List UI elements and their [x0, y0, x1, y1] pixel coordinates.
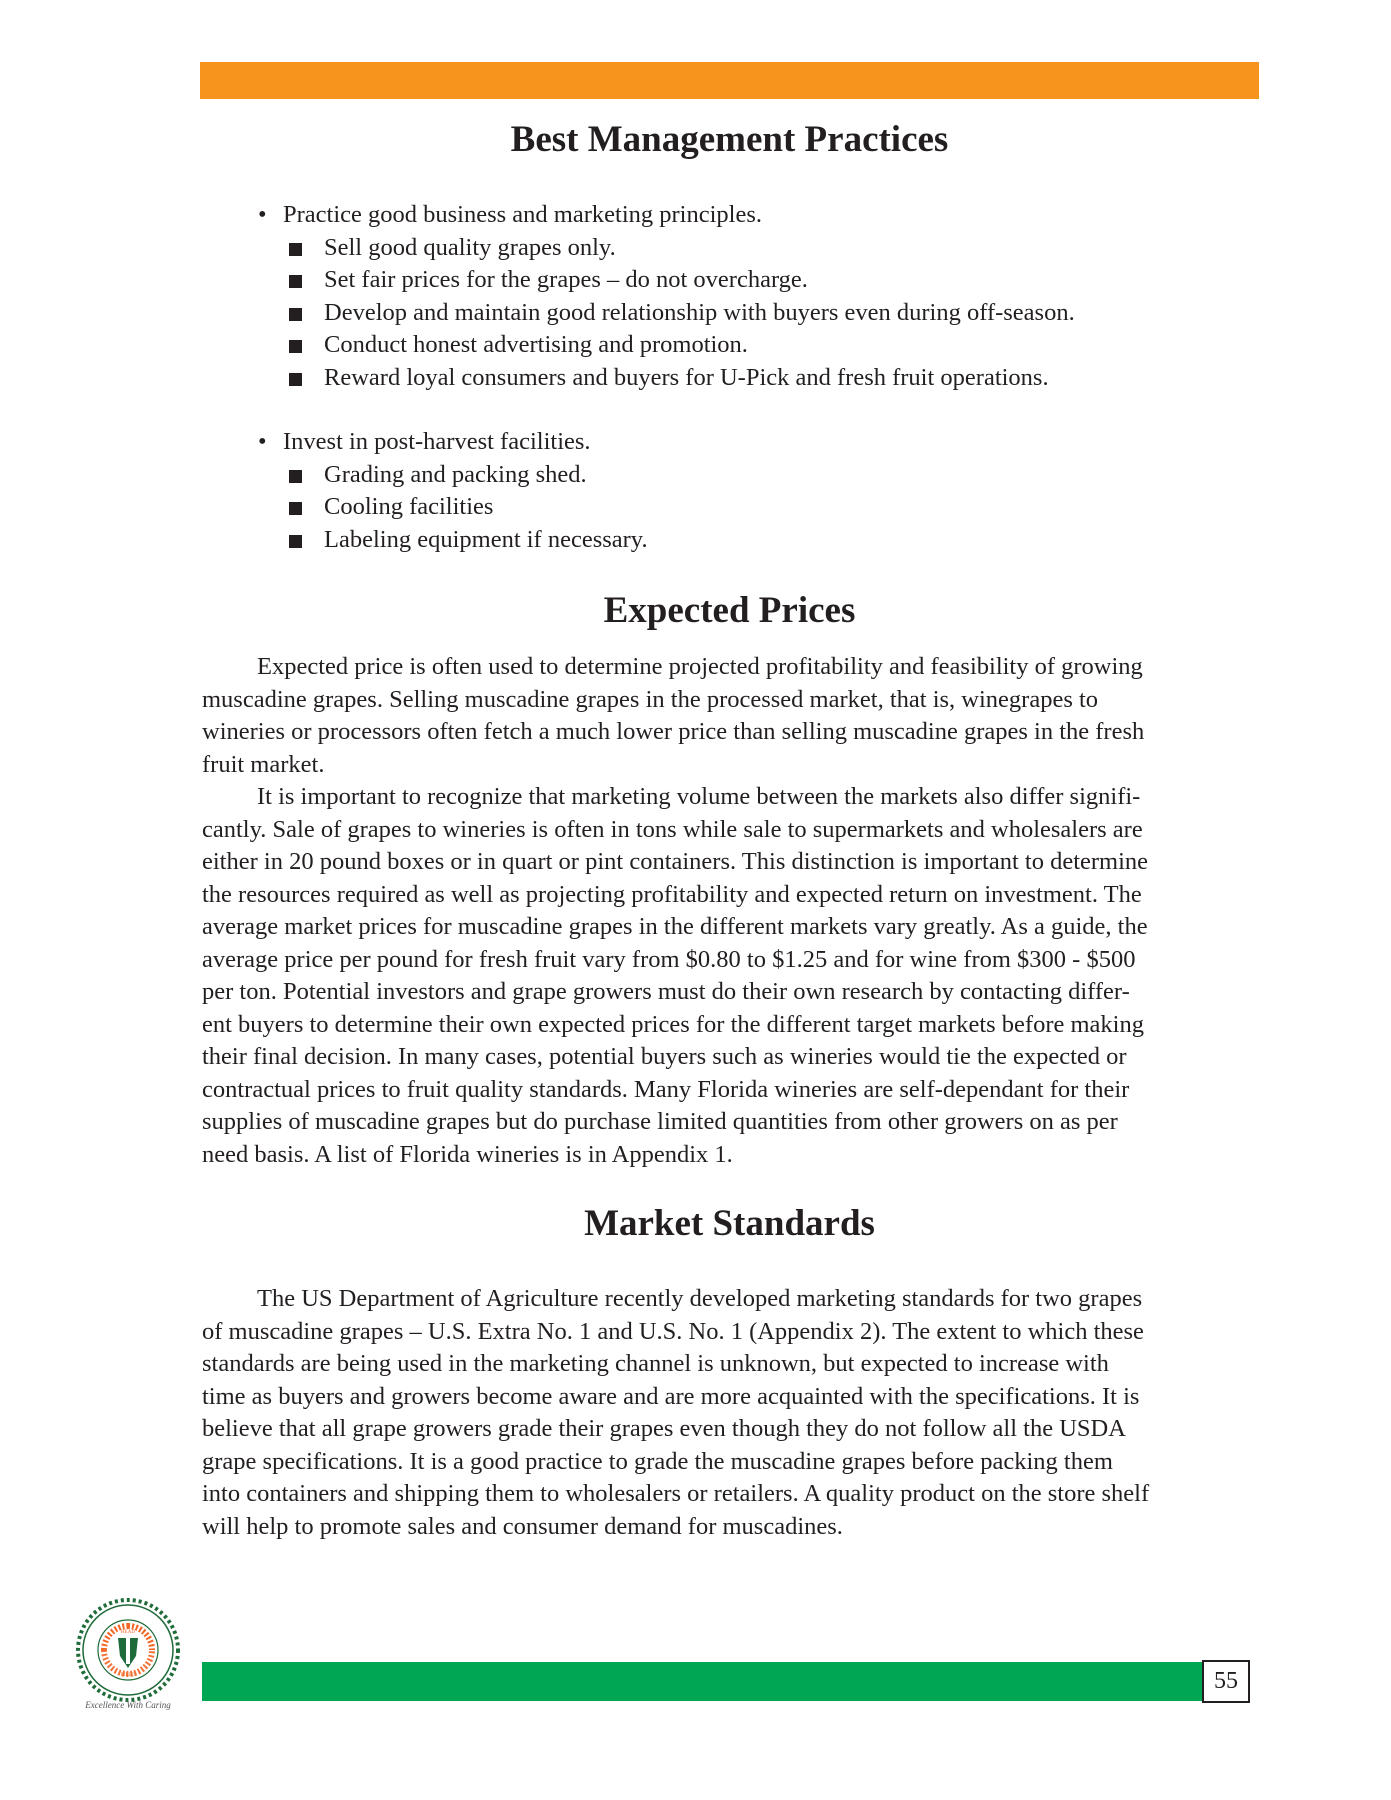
sub-bullet-text: Reward loyal consumers and buyers for U-Pick and fresh fruit operations. [324, 363, 1049, 391]
market-standards-text [202, 1283, 1149, 1543]
sub-bullet-text: Conduct honest advertising and promotion. [324, 331, 748, 358]
bullet-dot-icon: • [258, 201, 267, 228]
text-line: average market prices for muscadine grapes in the different markets vary greatly. As a guide, the [202, 913, 1148, 940]
sub-bullet-text: Set fair prices for the grapes – do not overcharge. [324, 266, 808, 293]
svg-text:FIELD: FIELD [120, 1673, 136, 1678]
svg-text:HEAD: HEAD [121, 1630, 135, 1635]
text-line: time as buyers and growers become aware and are more acquainted with the specifications. It is [202, 1382, 1140, 1410]
square-bullet-icon [289, 243, 302, 256]
square-bullet-icon [289, 340, 302, 353]
page-number: 55 [1202, 1660, 1250, 1703]
text-line: fruit market. [202, 750, 325, 778]
bullet-text: Invest in post-harvest facilities. [283, 428, 591, 455]
text-line: supplies of muscadine grapes but do purchase limited quantities from other growers on as per [202, 1108, 1118, 1135]
text-line: of muscadine grapes – U.S. Extra No. 1 and U.S. No. 1 (Appendix 2). The extent to which these [202, 1317, 1144, 1345]
text-line: will help to promote sales and consumer demand for muscadines. [202, 1512, 843, 1540]
text-line: Expected price is often used to determine projected profitability and feasibility of growing [257, 653, 1143, 680]
text-line: per ton. Potential investors and grape growers must do their own research by contacting differ- [202, 978, 1130, 1005]
famu-seal-logo [76, 1598, 180, 1702]
expected-prices-text [202, 651, 1148, 1171]
sub-bullet-text: Grading and packing shed. [324, 460, 587, 488]
sub-bullet-text: Cooling facilities [324, 493, 494, 520]
square-bullet-icon [289, 535, 302, 548]
text-line: into containers and shipping them to wholesalers or retailers. A quality product on the store shelf [202, 1480, 1150, 1507]
text-line: muscadine grapes. Selling muscadine grapes in the processed market, that is, winegrapes to [202, 685, 1099, 713]
text-line: ent buyers to determine their own expected prices for the different target markets before making [202, 1010, 1144, 1038]
heading-market-standards: Market Standards [584, 1203, 875, 1244]
square-bullet-icon [289, 308, 302, 321]
heading-expected-prices: Expected Prices [603, 590, 856, 631]
text-line: It is important to recognize that marketing volume between the markets also differ signifi- [257, 783, 1141, 810]
text-line: grape specifications. It is a good practice to grade the muscadine grapes before packing them [202, 1447, 1113, 1475]
logo-motto: Excellence With Caring [85, 1700, 171, 1710]
text-line: average price per pound for fresh fruit vary from $0.80 to $1.25 and for wine from $300 - $500 [202, 945, 1136, 973]
heading-best-management-practices: Best Management Practices [510, 119, 949, 160]
square-bullet-icon [289, 373, 302, 386]
text-line: The US Department of Agriculture recently developed marketing standards for two grapes [257, 1285, 1143, 1312]
square-bullet-icon [289, 502, 302, 515]
header-orange-bar [200, 62, 1259, 99]
text-line: need basis. A list of Florida wineries is in Appendix 1. [202, 1140, 733, 1168]
text-line: their final decision. In many cases, potential buyers such as wineries would tie the expected or [202, 1043, 1127, 1070]
text-line: cantly. Sale of grapes to wineries is often in tons while sale to supermarkets and wholesalers are [202, 815, 1143, 843]
text-line: the resources required as well as projecting profitability and expected return on investment. The [202, 880, 1142, 908]
bullet-text: Practice good business and marketing principles. [283, 201, 762, 228]
square-bullet-icon [289, 470, 302, 483]
bullet-dot-icon: • [258, 428, 267, 455]
square-bullet-icon [289, 275, 302, 288]
text-line: contractual prices to fruit quality standards. Many Florida wineries are self-dependant for their [202, 1075, 1130, 1103]
sub-bullet-text: Sell good quality grapes only. [324, 233, 616, 261]
text-line: wineries or processors often fetch a much lower price than selling muscadine grapes in the fresh [202, 718, 1145, 745]
sub-bullet-text: Labeling equipment if necessary. [324, 525, 648, 553]
text-line: standards are being used in the marketing channel is unknown, but expected to increase with [202, 1350, 1109, 1377]
text-line: believe that all grape growers grade their grapes even though they do not follow all the USDA [202, 1415, 1126, 1442]
sub-bullet-text: Develop and maintain good relationship with buyers even during off-season. [324, 298, 1075, 326]
footer-green-bar [202, 1662, 1202, 1701]
text-line: either in 20 pound boxes or in quart or pint containers. This distinction is important to determine [202, 848, 1149, 875]
